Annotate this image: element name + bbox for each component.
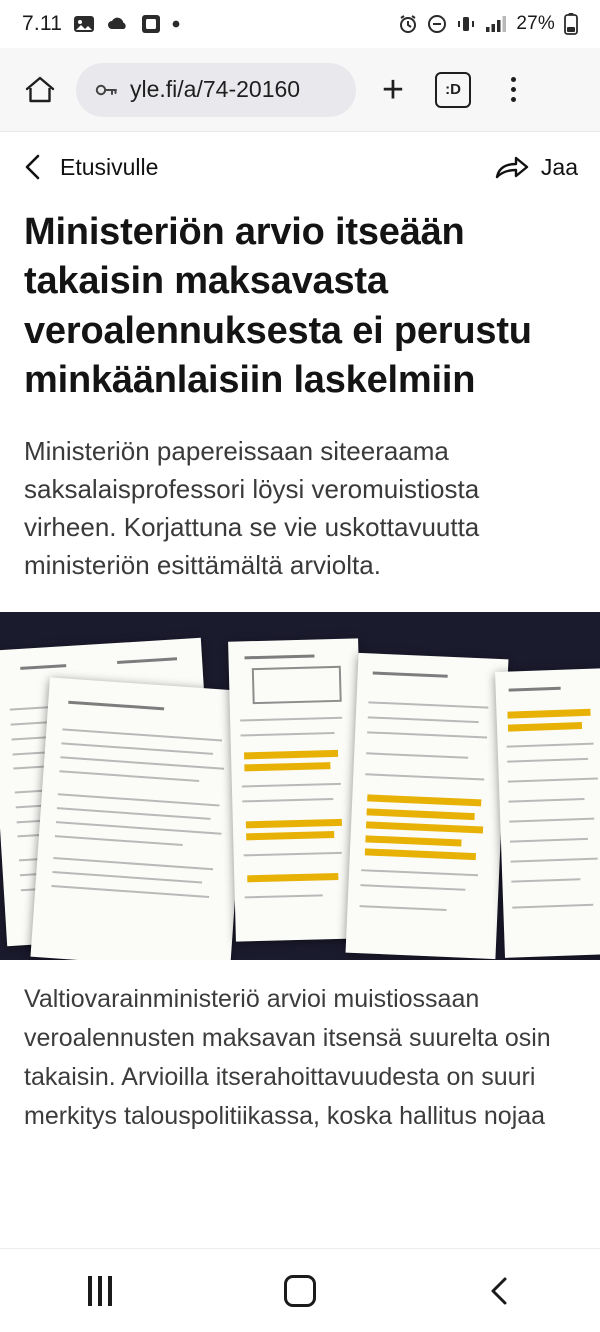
- dot-indicator: [172, 20, 180, 28]
- article-hero-image: [0, 612, 600, 960]
- site-info-icon[interactable]: [94, 80, 118, 100]
- document-sheet: [30, 678, 249, 961]
- new-tab-button[interactable]: [370, 67, 416, 113]
- tab-count-label: :D: [435, 72, 471, 108]
- url-bar[interactable]: [76, 63, 356, 117]
- image-caption: Valtiovarainministeriö arvioi muistiossaan veroalennusten maksavan itsensä suurelta osin takaisin. Arvioilla itserahoittavuudesta on suuri merkitys talouspolitiikassa, koska hallitus nojaa: [24, 985, 551, 1130]
- document-sheet-highlighted: [346, 653, 509, 959]
- alarm-icon: [398, 14, 418, 34]
- home-button-icon[interactable]: [255, 1261, 345, 1321]
- chevron-left-icon: [22, 153, 44, 181]
- do-not-disturb-icon: [427, 14, 447, 34]
- browser-toolbar: [0, 48, 600, 132]
- page-title: Ministeriön arvio itseään takaisin maksavasta veroalennuksesta ei perustu minkäänlaisiin laskelmiin: [24, 211, 532, 402]
- back-to-front-page[interactable]: [22, 153, 158, 181]
- content-fade: [0, 1214, 600, 1248]
- article-nav: [0, 132, 600, 202]
- battery-percent: 27%: [516, 13, 555, 34]
- status-bar-right: [398, 13, 578, 35]
- document-sheet-highlighted: [495, 669, 600, 959]
- home-icon[interactable]: [18, 68, 62, 112]
- url-text: yle.fi/a/74-20160: [130, 76, 301, 102]
- battery-icon: [564, 13, 578, 35]
- status-bar: [0, 0, 600, 48]
- back-button-icon[interactable]: [455, 1261, 545, 1321]
- status-bar-left: [22, 12, 180, 36]
- new-tab-label: +: [381, 68, 405, 111]
- vibrate-icon: [456, 15, 476, 33]
- share-label: Jaa: [540, 153, 578, 180]
- tab-switcher-button[interactable]: [430, 67, 476, 113]
- gallery-icon: [73, 14, 95, 34]
- share-button[interactable]: [495, 153, 578, 181]
- document-sheet-highlighted: [228, 639, 366, 942]
- cloud-icon: [106, 15, 130, 33]
- recent-apps-icon[interactable]: [55, 1261, 145, 1321]
- back-label: Etusivulle: [60, 153, 159, 180]
- signal-icon: [485, 15, 507, 33]
- status-time: 7.11: [22, 12, 63, 35]
- article-standfirst: Ministeriön papereissaan siteeraama saksalaisprofessori löysi veromuistiosta virheen. Korjattuna se vie uskottavuutta ministeriön esittämältä arviolta.: [24, 435, 480, 581]
- share-icon: [495, 153, 529, 181]
- screenshot-icon: [141, 14, 161, 34]
- system-navigation-bar: [0, 1248, 600, 1332]
- overflow-menu-icon[interactable]: [490, 67, 536, 113]
- page-content: [0, 132, 600, 1248]
